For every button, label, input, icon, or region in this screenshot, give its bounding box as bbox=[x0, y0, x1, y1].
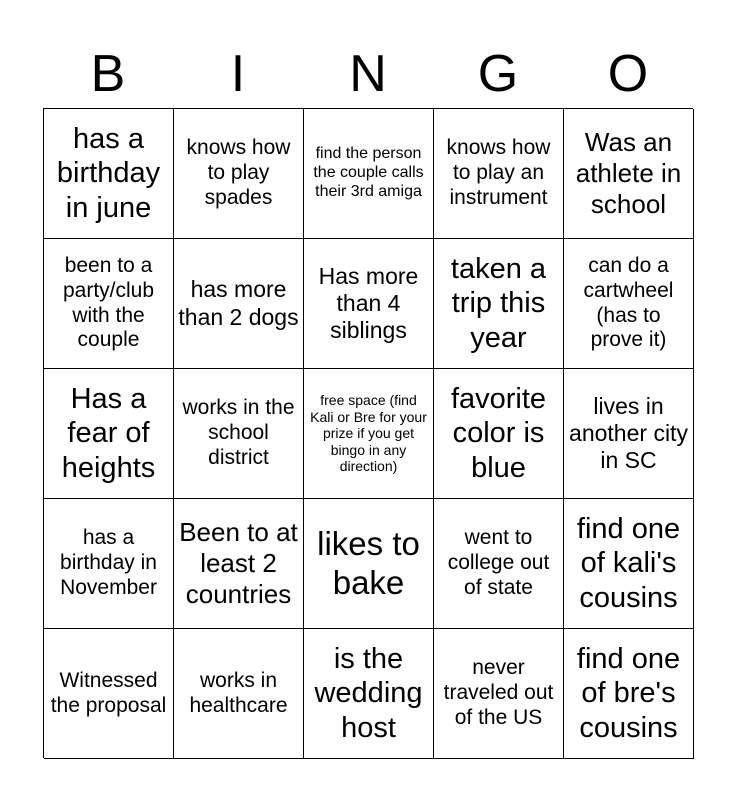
bingo-cell[interactable] bbox=[434, 239, 564, 369]
cell-text: Has more than 4 siblings bbox=[318, 262, 419, 344]
bingo-cell[interactable] bbox=[174, 239, 304, 369]
header-letter-i: I bbox=[230, 45, 246, 103]
bingo-cell[interactable] bbox=[304, 499, 434, 629]
cell-text: Witnessed the proposal bbox=[50, 668, 167, 717]
bingo-cell[interactable] bbox=[174, 369, 304, 499]
bingo-cell[interactable] bbox=[304, 239, 434, 369]
cell-text: went to college out of state bbox=[447, 526, 550, 599]
bingo-cell[interactable] bbox=[304, 109, 434, 239]
cell-text: never traveled out of the US bbox=[443, 656, 554, 729]
bingo-board bbox=[43, 108, 693, 758]
bingo-cell[interactable] bbox=[44, 629, 174, 759]
bingo-cell[interactable] bbox=[434, 109, 564, 239]
header-letter-n: N bbox=[349, 45, 387, 103]
bingo-cell[interactable] bbox=[44, 239, 174, 369]
cell-text: taken a trip this year bbox=[450, 253, 547, 354]
cell-text: works in the school district bbox=[182, 396, 295, 469]
cell-text: Has a fear of heights bbox=[61, 383, 156, 484]
free-space-text: free space (find Kali or Bre for your prize if you get bingo in any direction) bbox=[310, 392, 427, 475]
cell-text: has a birthday in November bbox=[60, 526, 157, 599]
bingo-cell[interactable] bbox=[564, 369, 694, 499]
cell-text: has more than 2 dogs bbox=[178, 276, 299, 330]
bingo-cell[interactable] bbox=[434, 629, 564, 759]
cell-text: Was an athlete in school bbox=[575, 127, 682, 219]
bingo-cell[interactable] bbox=[564, 499, 694, 629]
cell-text: knows how to play an instrument bbox=[446, 136, 551, 209]
cell-text: works in healthcare bbox=[189, 668, 288, 717]
cell-text: is the wedding host bbox=[314, 643, 423, 744]
bingo-cell[interactable] bbox=[434, 369, 564, 499]
bingo-cell[interactable] bbox=[174, 109, 304, 239]
bingo-header bbox=[43, 40, 693, 108]
cell-text: knows how to play spades bbox=[186, 136, 291, 209]
bingo-cell[interactable] bbox=[304, 629, 434, 759]
free-space-cell[interactable] bbox=[304, 369, 434, 499]
cell-text: can do a cartwheel (has to prove it) bbox=[583, 253, 674, 352]
cell-text: find the person the couple calls their 3rd amiga bbox=[313, 145, 424, 200]
header-letter-g: G bbox=[477, 45, 519, 103]
bingo-cell[interactable] bbox=[44, 109, 174, 239]
bingo-cell[interactable] bbox=[564, 629, 694, 759]
cell-text: find one of kali's cousins bbox=[576, 513, 681, 614]
cell-text: lives in another city in SC bbox=[569, 392, 688, 474]
bingo-cell[interactable] bbox=[44, 369, 174, 499]
bingo-cell[interactable] bbox=[434, 499, 564, 629]
cell-text: find one of bre's cousins bbox=[576, 643, 681, 744]
bingo-cell[interactable] bbox=[174, 629, 304, 759]
cell-text: likes to bake bbox=[317, 524, 420, 601]
header-letter-o: O bbox=[607, 45, 649, 103]
header-letter-b: B bbox=[90, 45, 126, 103]
cell-text: has a birthday in june bbox=[56, 123, 161, 224]
bingo-cell[interactable] bbox=[564, 239, 694, 369]
bingo-cell[interactable] bbox=[564, 109, 694, 239]
cell-text: been to a party/club with the couple bbox=[62, 253, 155, 352]
cell-text: favorite color is blue bbox=[450, 383, 547, 484]
cell-text: Been to at least 2 countries bbox=[179, 517, 298, 609]
bingo-cell[interactable] bbox=[174, 499, 304, 629]
bingo-cell[interactable] bbox=[44, 499, 174, 629]
